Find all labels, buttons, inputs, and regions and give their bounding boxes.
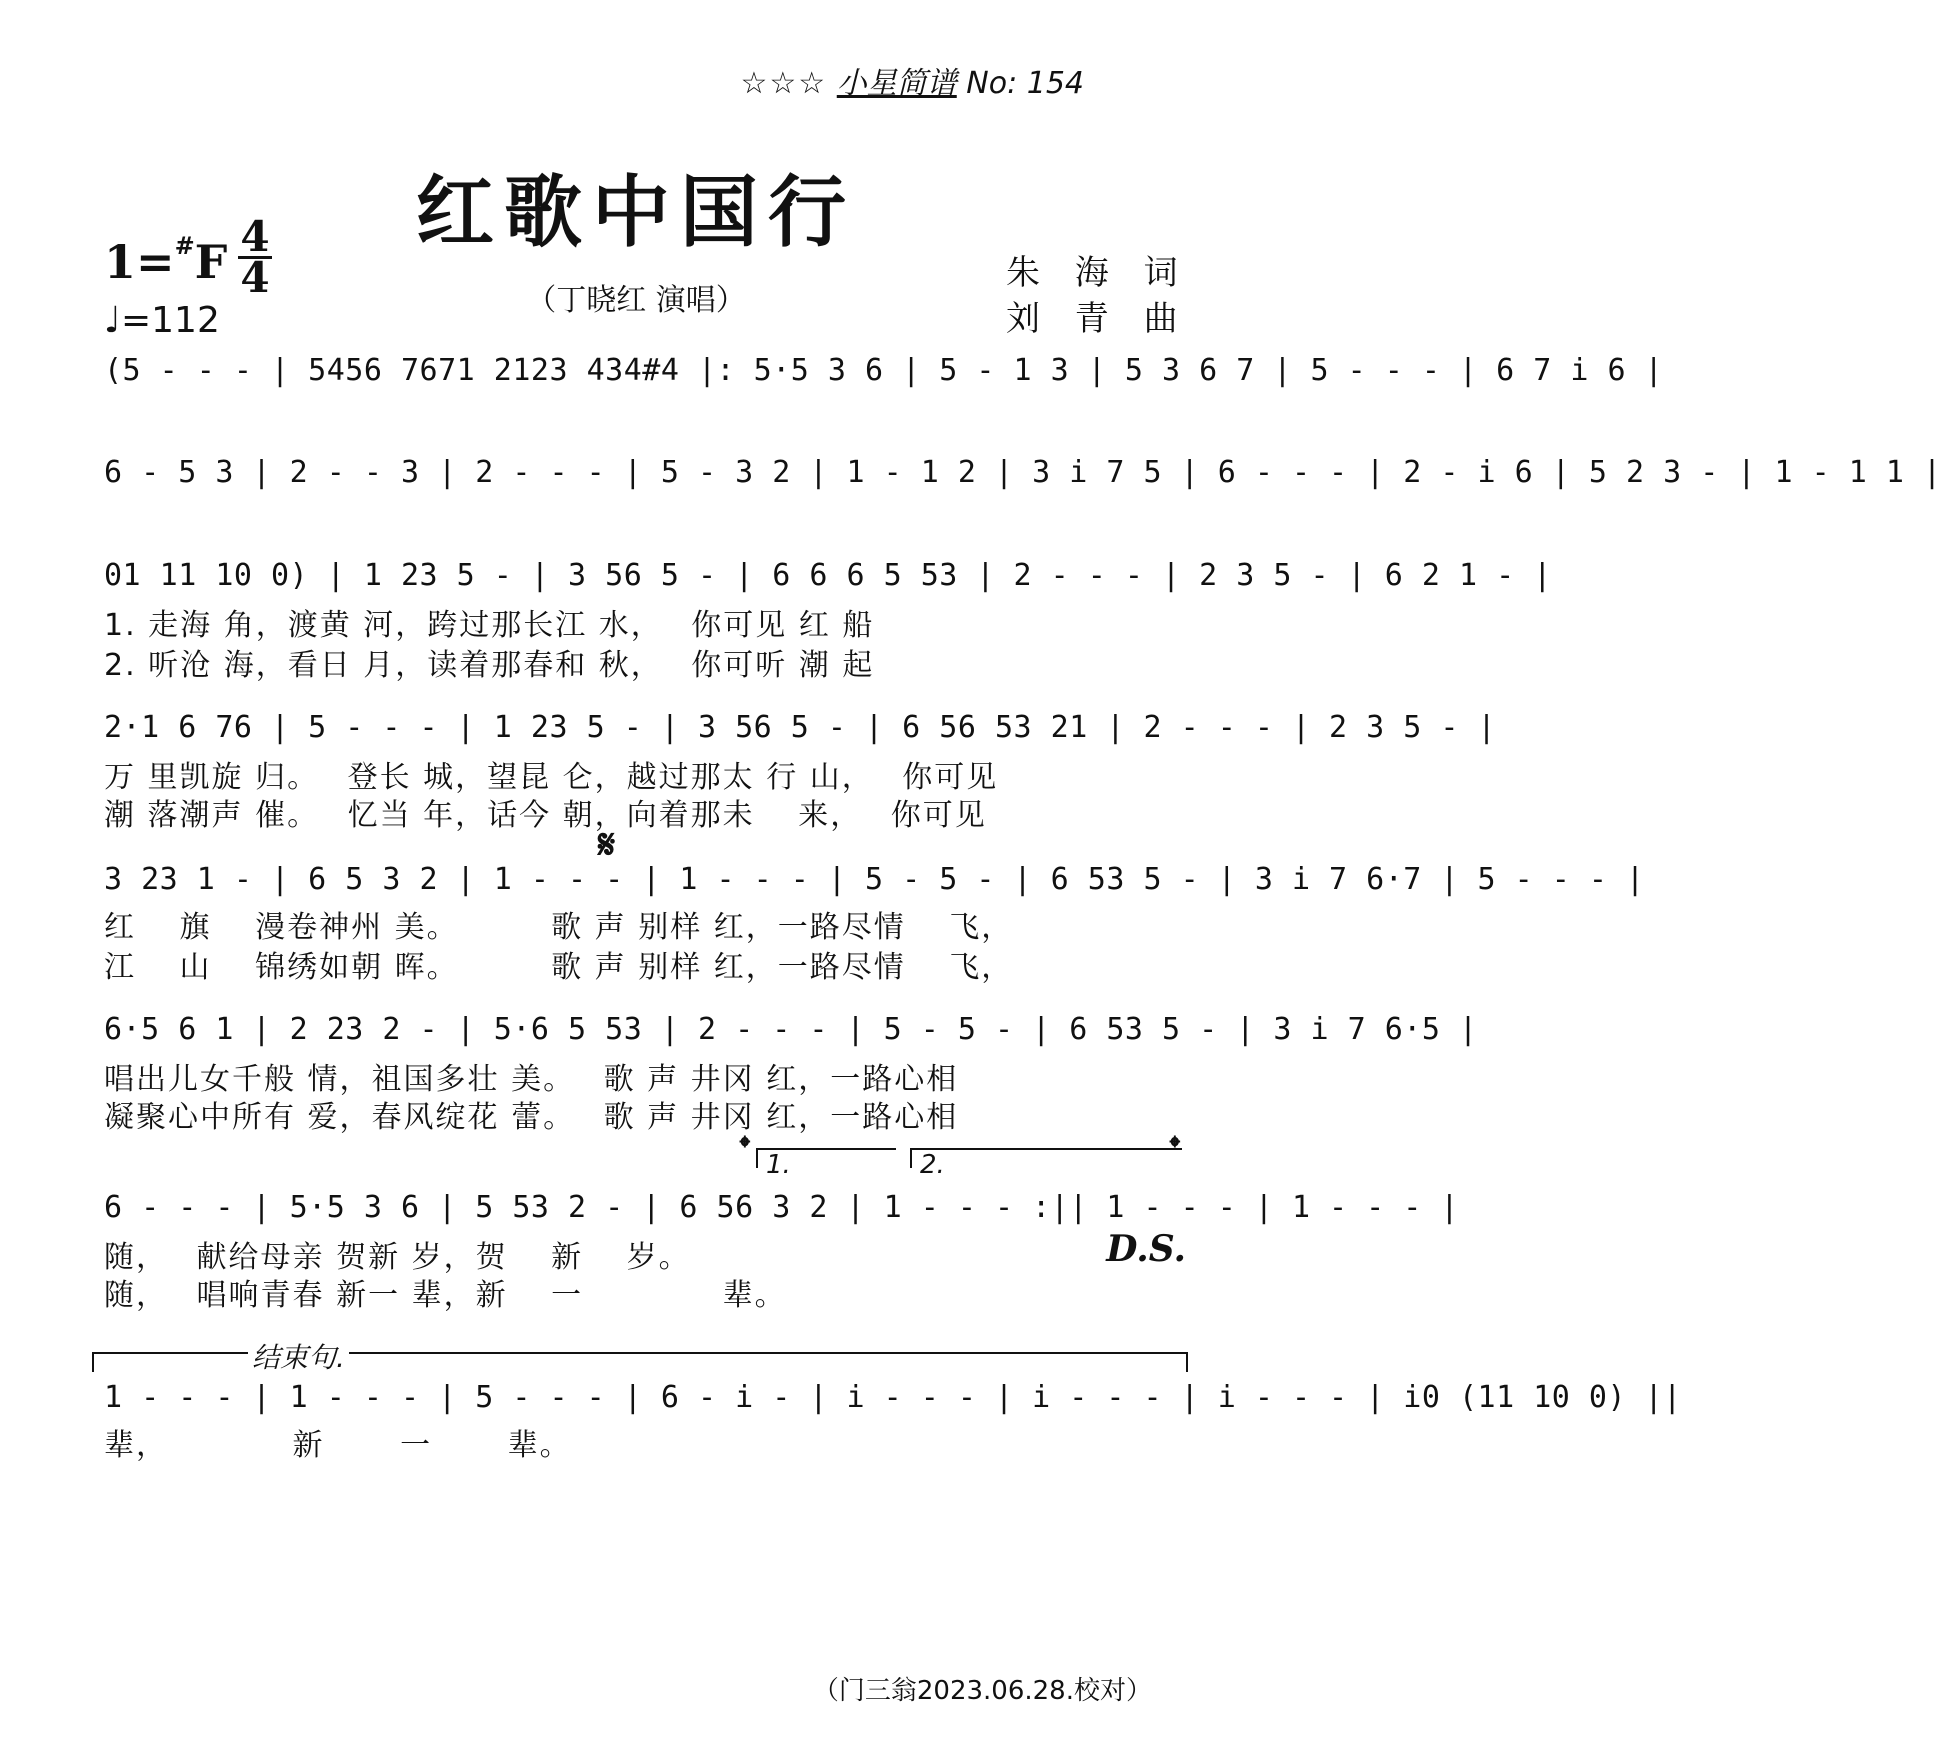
brand-name: 小星简谱 [836,66,957,101]
star-icons: ☆☆☆ [740,66,828,101]
volta-1: 1. [756,1148,896,1168]
score-line-2: 6 - 5 3 | 2 - - 3 | 2 - - - | 5 - 3 2 | 1 - 1 2 | 3 i 7 5 | 6 - - - | 2 - i 6 | 5 2 3 - | 1 - 1 1 | [104,455,1942,490]
lyric-line-3-verse1: 1. 走海 角，渡黄 河，跨过那长江 水， 你可见 红 船 [104,608,875,643]
lyric-line-7-verse1: 随， 献给母亲 贺新 岁，贺 新 岁。 [104,1240,691,1275]
lyric-line-6-verse2: 凝聚心中所有 爱，春风绽花 蕾。 歌 声 井冈 红，一路心相 [104,1100,959,1135]
segno-icon: 𝄋 [598,822,616,868]
coda-icon: 𝄌 [740,1130,750,1163]
lyric-line-8: 辈， 新 一 辈。 [104,1428,572,1463]
lyric-line-7-verse2: 随， 唱响青春 新一 辈，新 一 辈。 [104,1278,787,1313]
lyric-line-4-verse2: 潮 落潮声 催。 忆当 年，话今 朝，向着那未 来， 你可见 [104,798,987,833]
volta-2: 2. [910,1148,1182,1168]
song-title: 红歌中国行 [415,167,856,258]
lyric-line-3-verse2: 2. 听沧 海，看日 月，读着那春和 秋， 你可听 潮 起 [104,648,875,683]
score-line-6: 6·5 6 1 | 2 23 2 - | 5·6 5 53 | 2 - - - | 5 - 5 - | 6 53 5 - | 3 i 7 6·5 | [104,1012,1478,1047]
lyricist: 朱 海 词 [1006,253,1190,293]
score-number: No: 154 [966,66,1084,101]
tempo-marking: ♩=112 [104,300,220,341]
credits [1006,250,1190,342]
singer-credit: （丁晓红 演唱） [526,283,746,318]
lyric-line-6-verse1: 唱出儿女千般 情，祖国多壮 美。 歌 声 井冈 红，一路心相 [104,1062,959,1097]
score-line-5: 3 23 1 - | 6 5 3 2 | 1 - - - | 1 - - - | 5 - 5 - | 6 53 5 - | 3 i 7 6·7 | 5 - - - | [104,862,1645,897]
ending-label: 结束句. [248,1336,349,1376]
lyric-line-5-verse1: 红 旗 漫卷神州 美。 歌 声 别样 红，一路尽情 飞， [104,910,1014,945]
coda-icon: 𝄌 [1170,1130,1180,1163]
lyric-line-5-verse2: 江 山 锦绣如朝 晖。 歌 声 别样 红，一路尽情 飞， [104,950,1014,985]
score-line-4: 2·1 6 76 | 5 - - - | 1 23 5 - | 3 56 5 - | 6 56 53 21 | 2 - - - | 2 3 5 - | [104,710,1497,745]
proofread-note: （门三翁2023.06.28.校对） [812,1676,1152,1706]
key-signature: 1=#F [104,231,228,289]
score-line-3: 01 11 10 0) | 1 23 5 - | 3 56 5 - | 6 6 6 5 53 | 2 - - - | 2 3 5 - | 6 2 1 - | [104,558,1552,593]
score-line-1: (5 - - - | 5456 7671 2123 434#4 |: 5·5 3 6 | 5 - 1 3 | 5 3 6 7 | 5 - - - | 6 7 i 6 | [104,353,1664,388]
lyric-line-4-verse1: 万 里凯旋 归。 登长 城，望昆 仑，越过那太 行 山， 你可见 [104,760,999,795]
score-line-8: 1 - - - | 1 - - - | 5 - - - | 6 - i - | i - - - | i - - - | i - - - | i0 (11 10 0) || [104,1380,1682,1415]
dal-segno: D.S. [1106,1228,1186,1270]
sharp-icon: # [174,231,195,260]
composer: 刘 青 曲 [1006,299,1190,339]
score-line-7: 6 - - - | 5·5 3 6 | 5 53 2 - | 6 56 3 2 | 1 - - - :|| 1 - - - | 1 - - - | [104,1190,1459,1225]
time-signature: 4 4 [238,220,272,295]
header-reference [741,58,1084,102]
